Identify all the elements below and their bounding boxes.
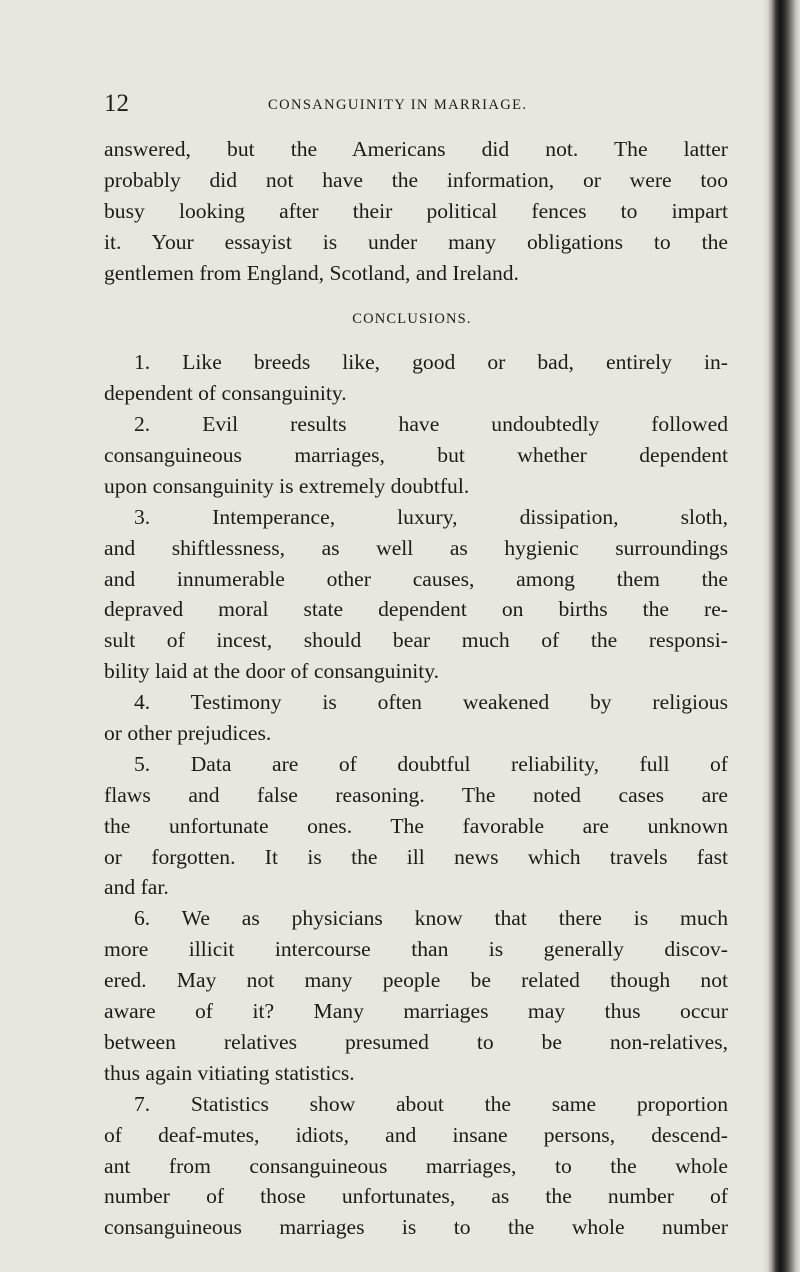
body-text xyxy=(104,134,728,1243)
text-line: probably did not have the information, or were too xyxy=(104,167,728,192)
conclusion-2-line: 2. Evil results have undoubtedly followed xyxy=(134,412,728,437)
running-head: CONSANGUINITY IN MARRIAGE. xyxy=(268,97,528,113)
text-line: busy looking after their political fences to impart xyxy=(104,198,728,223)
conclusion-1-line: dependent of consanguinity. xyxy=(104,381,347,406)
conclusion-4-line: 4. Testimony is often weakened by religious xyxy=(134,690,728,715)
page-number: 12 xyxy=(104,90,129,117)
conclusion-6-line: 6. We as physicians know that there is much xyxy=(134,906,728,931)
conclusion-3-line: bility laid at the door of consanguinity. xyxy=(104,659,440,684)
conclusion-5-line: 5. Data are of doubtful reliability, full of xyxy=(134,751,728,776)
conclusion-7-line: consanguineous marriages is to the whole number xyxy=(104,1215,728,1240)
text-line: answered, but the Americans did not. The latter xyxy=(104,137,728,161)
conclusion-2-line: consanguineous marriages, but whether dependent xyxy=(104,443,728,468)
conclusion-5-line: flaws and false reasoning. The noted cases are xyxy=(104,782,728,807)
conclusion-3-line: 3. Intemperance, luxury, dissipation, sloth, xyxy=(134,504,728,529)
conclusion-3-line: depraved moral state dependent on births the re- xyxy=(104,597,728,622)
book-spine-edge xyxy=(762,0,800,1272)
conclusion-6-line: more illicit intercourse than is generally discov- xyxy=(104,937,728,962)
conclusion-5-line: or forgotten. It is the ill news which travels fast xyxy=(104,844,728,869)
conclusion-6-line: aware of it? Many marriages may thus occur xyxy=(104,999,728,1024)
conclusion-7-line: of deaf-mutes, idiots, and insane persons, descend- xyxy=(104,1122,728,1147)
section-title: CONCLUSIONS. xyxy=(352,311,472,328)
conclusion-1-line: 1. Like breeds like, good or bad, entirely in- xyxy=(134,350,728,375)
conclusion-4-line: or other prejudices. xyxy=(104,721,272,746)
conclusion-7-line: number of those unfortunates, as the number of xyxy=(104,1184,728,1209)
intro-paragraph xyxy=(104,134,728,288)
conclusions-list xyxy=(104,347,728,1243)
conclusion-5-line: and far. xyxy=(104,875,169,900)
conclusion-5-line: the unfortunate ones. The favorable are unknown xyxy=(104,813,728,838)
conclusion-7-line: ant from consanguineous marriages, to the whole xyxy=(104,1153,728,1178)
page-header xyxy=(104,92,724,116)
conclusion-7-line: 7. Statistics show about the same proportion xyxy=(134,1091,728,1116)
conclusion-6-line: thus again vitiating statistics. xyxy=(104,1060,355,1085)
conclusion-6-line: ered. May not many people be related though not xyxy=(104,968,728,993)
text-line: gentlemen from England, Scotland, and Ireland. xyxy=(104,260,519,285)
conclusion-3-line: and shiftlessness, as well as hygienic surroundings xyxy=(104,535,728,560)
conclusion-3-line: and innumerable other causes, among them the xyxy=(104,566,728,591)
conclusion-3-line: sult of incest, should bear much of the responsi- xyxy=(104,628,728,653)
text-line: it. Your essayist is under many obligations to the xyxy=(104,229,728,254)
conclusion-6-line: between relatives presumed to be non-relatives, xyxy=(104,1029,728,1054)
conclusion-2-line: upon consanguinity is extremely doubtful. xyxy=(104,473,470,498)
